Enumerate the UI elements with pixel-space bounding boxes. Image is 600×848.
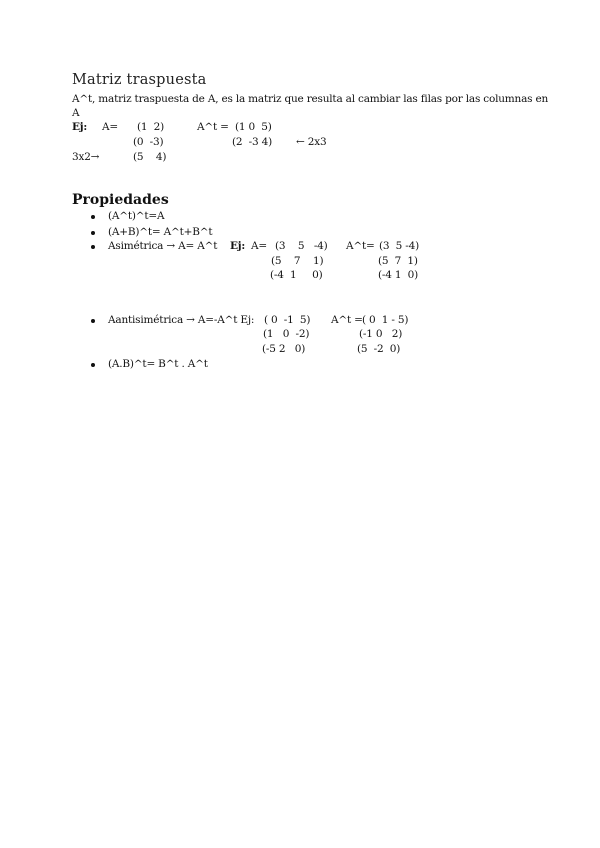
property-sum-transpose: (A+B)^t= A^t+B^t	[108, 226, 213, 238]
matrix-at-label: A^t =	[197, 121, 229, 133]
matrix-at-row2: (2 -3 4)	[232, 136, 272, 148]
antisymmetric-a-row2: (1 0 -2)	[263, 328, 310, 340]
antisymmetric-a-row3: (-5 2 0)	[262, 343, 306, 355]
symmetric-at-row1: (3 5 -4)	[379, 240, 419, 252]
matrix-a-label: A=	[102, 121, 118, 133]
definition-text: A^t, matriz traspuesta de A, es la matriz que resulta al cambiar las filas por las columnas en	[72, 93, 549, 105]
symmetric-a-label: A=	[251, 240, 267, 252]
symmetric-at-row2: (5 7 1)	[378, 255, 418, 267]
matrix-at-row1: (1 0 5)	[235, 121, 272, 133]
antisymmetric-a-row1: ( 0 -1 5)	[264, 314, 311, 326]
bullet-icon	[91, 231, 95, 235]
dims-to: ← 2x3	[296, 136, 327, 148]
property-antisymmetric: Aantisimétrica → A=-A^t Ej:	[108, 314, 255, 326]
property-double-transpose: (A^t)^t=A	[108, 210, 165, 222]
matrix-a-row1: (1 2)	[137, 121, 165, 133]
bullet-icon	[91, 319, 95, 323]
symmetric-a-row1: (3 5 -4)	[275, 240, 328, 252]
definition-text-cont: A	[72, 107, 80, 119]
symmetric-a-row3: (-4 1 0)	[270, 269, 323, 281]
symmetric-at-row3: (-4 1 0)	[378, 269, 418, 281]
symmetric-example-label: Ej:	[230, 240, 246, 252]
bullet-icon	[91, 363, 95, 367]
dims-from: 3x2→	[72, 151, 100, 163]
property-symmetric: Asimétrica → A= A^t	[108, 240, 218, 252]
example-label: Ej:	[72, 121, 88, 133]
antisymmetric-at-row3: (5 -2 0)	[357, 343, 401, 355]
matrix-a-row3: (5 4)	[133, 151, 167, 163]
page-title: Matriz traspuesta	[72, 72, 207, 88]
antisymmetric-at-row1: ( 0 1 - 5)	[362, 314, 409, 326]
matrix-a-row2: (0 -3)	[133, 136, 164, 148]
properties-heading: Propiedades	[72, 192, 169, 208]
antisymmetric-at-label: A^t =	[331, 314, 363, 326]
bullet-icon	[91, 245, 95, 249]
property-product-transpose: (A.B)^t= B^t . A^t	[108, 358, 208, 370]
antisymmetric-at-row2: (-1 0 2)	[359, 328, 403, 340]
symmetric-a-row2: (5 7 1)	[271, 255, 324, 267]
symmetric-at-label: A^t=	[346, 240, 375, 252]
bullet-icon	[91, 215, 95, 219]
